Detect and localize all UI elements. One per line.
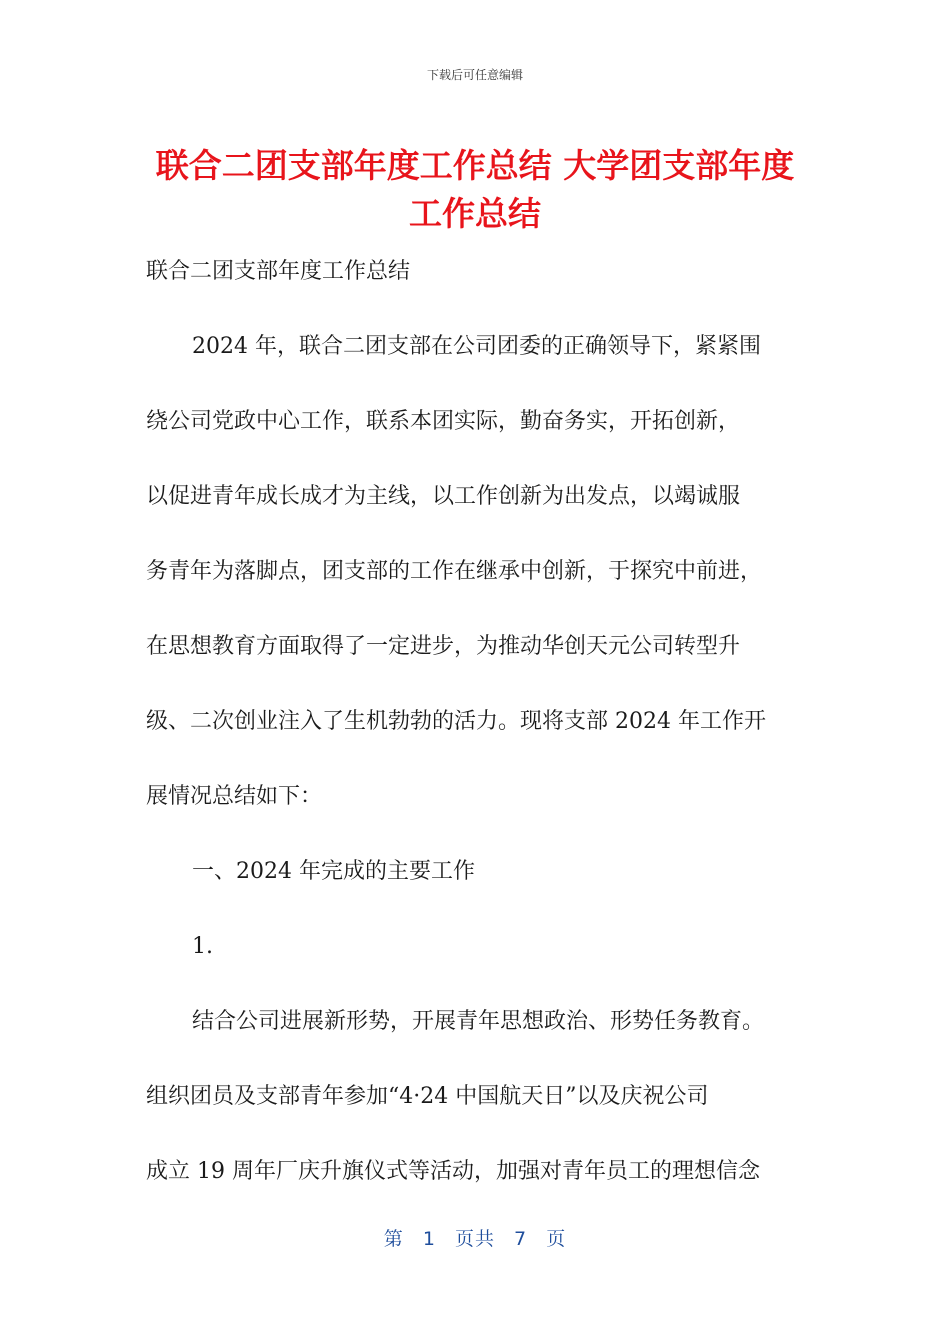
page-footer: [0, 1224, 950, 1251]
paragraph-line: 绕公司党政中心工作，联系本团实际，勤奋务实，开拓创新，: [146, 409, 741, 434]
document-body: [146, 234, 818, 1209]
body-subtitle: 联合二团支部年度工作总结: [146, 259, 411, 284]
paragraph-line: 2024 年，联合二团支部在公司团委的正确领导下，紧紧围: [192, 334, 761, 359]
section-heading: 一、2024 年完成的主要工作: [192, 859, 475, 884]
page-label-prefix: 第: [383, 1228, 404, 1250]
total-pages: 7: [514, 1228, 528, 1250]
paragraph-line: 组织团员及支部青年参加“4·24 中国航天日”以及庆祝公司: [146, 1084, 709, 1109]
title-line-1: 联合二团支部年度工作总结 大学团支部年度: [155, 146, 795, 185]
page-label-suffix: 页: [546, 1228, 567, 1250]
list-number: 1.: [192, 934, 213, 959]
paragraph-line: 在思想教育方面取得了一定进步，为推动华创天元公司转型升: [146, 634, 741, 659]
paragraph-line: 结合公司进展新形势，开展青年思想政治、形势任务教育。: [192, 1009, 765, 1034]
paragraph-line: 展情况总结如下：: [146, 784, 323, 809]
title-line-2: 工作总结: [409, 194, 541, 233]
page-number: 1: [422, 1228, 436, 1250]
page-label-mid: 页共: [454, 1228, 495, 1250]
paragraph-line: 以促进青年成长成才为主线，以工作创新为出发点，以竭诚服: [146, 484, 741, 509]
paragraph-line: 级、二次创业注入了生机勃勃的活力。现将支部 2024 年工作开: [146, 709, 766, 734]
paragraph-line: 成立 19 周年厂庆升旗仪式等活动，加强对青年员工的理想信念: [146, 1159, 760, 1184]
paragraph-line: 务青年为落脚点，团支部的工作在继承中创新，于探究中前进，: [146, 559, 763, 584]
document-title: [120, 142, 830, 238]
header-note: 下载后可任意编辑: [426, 68, 523, 82]
